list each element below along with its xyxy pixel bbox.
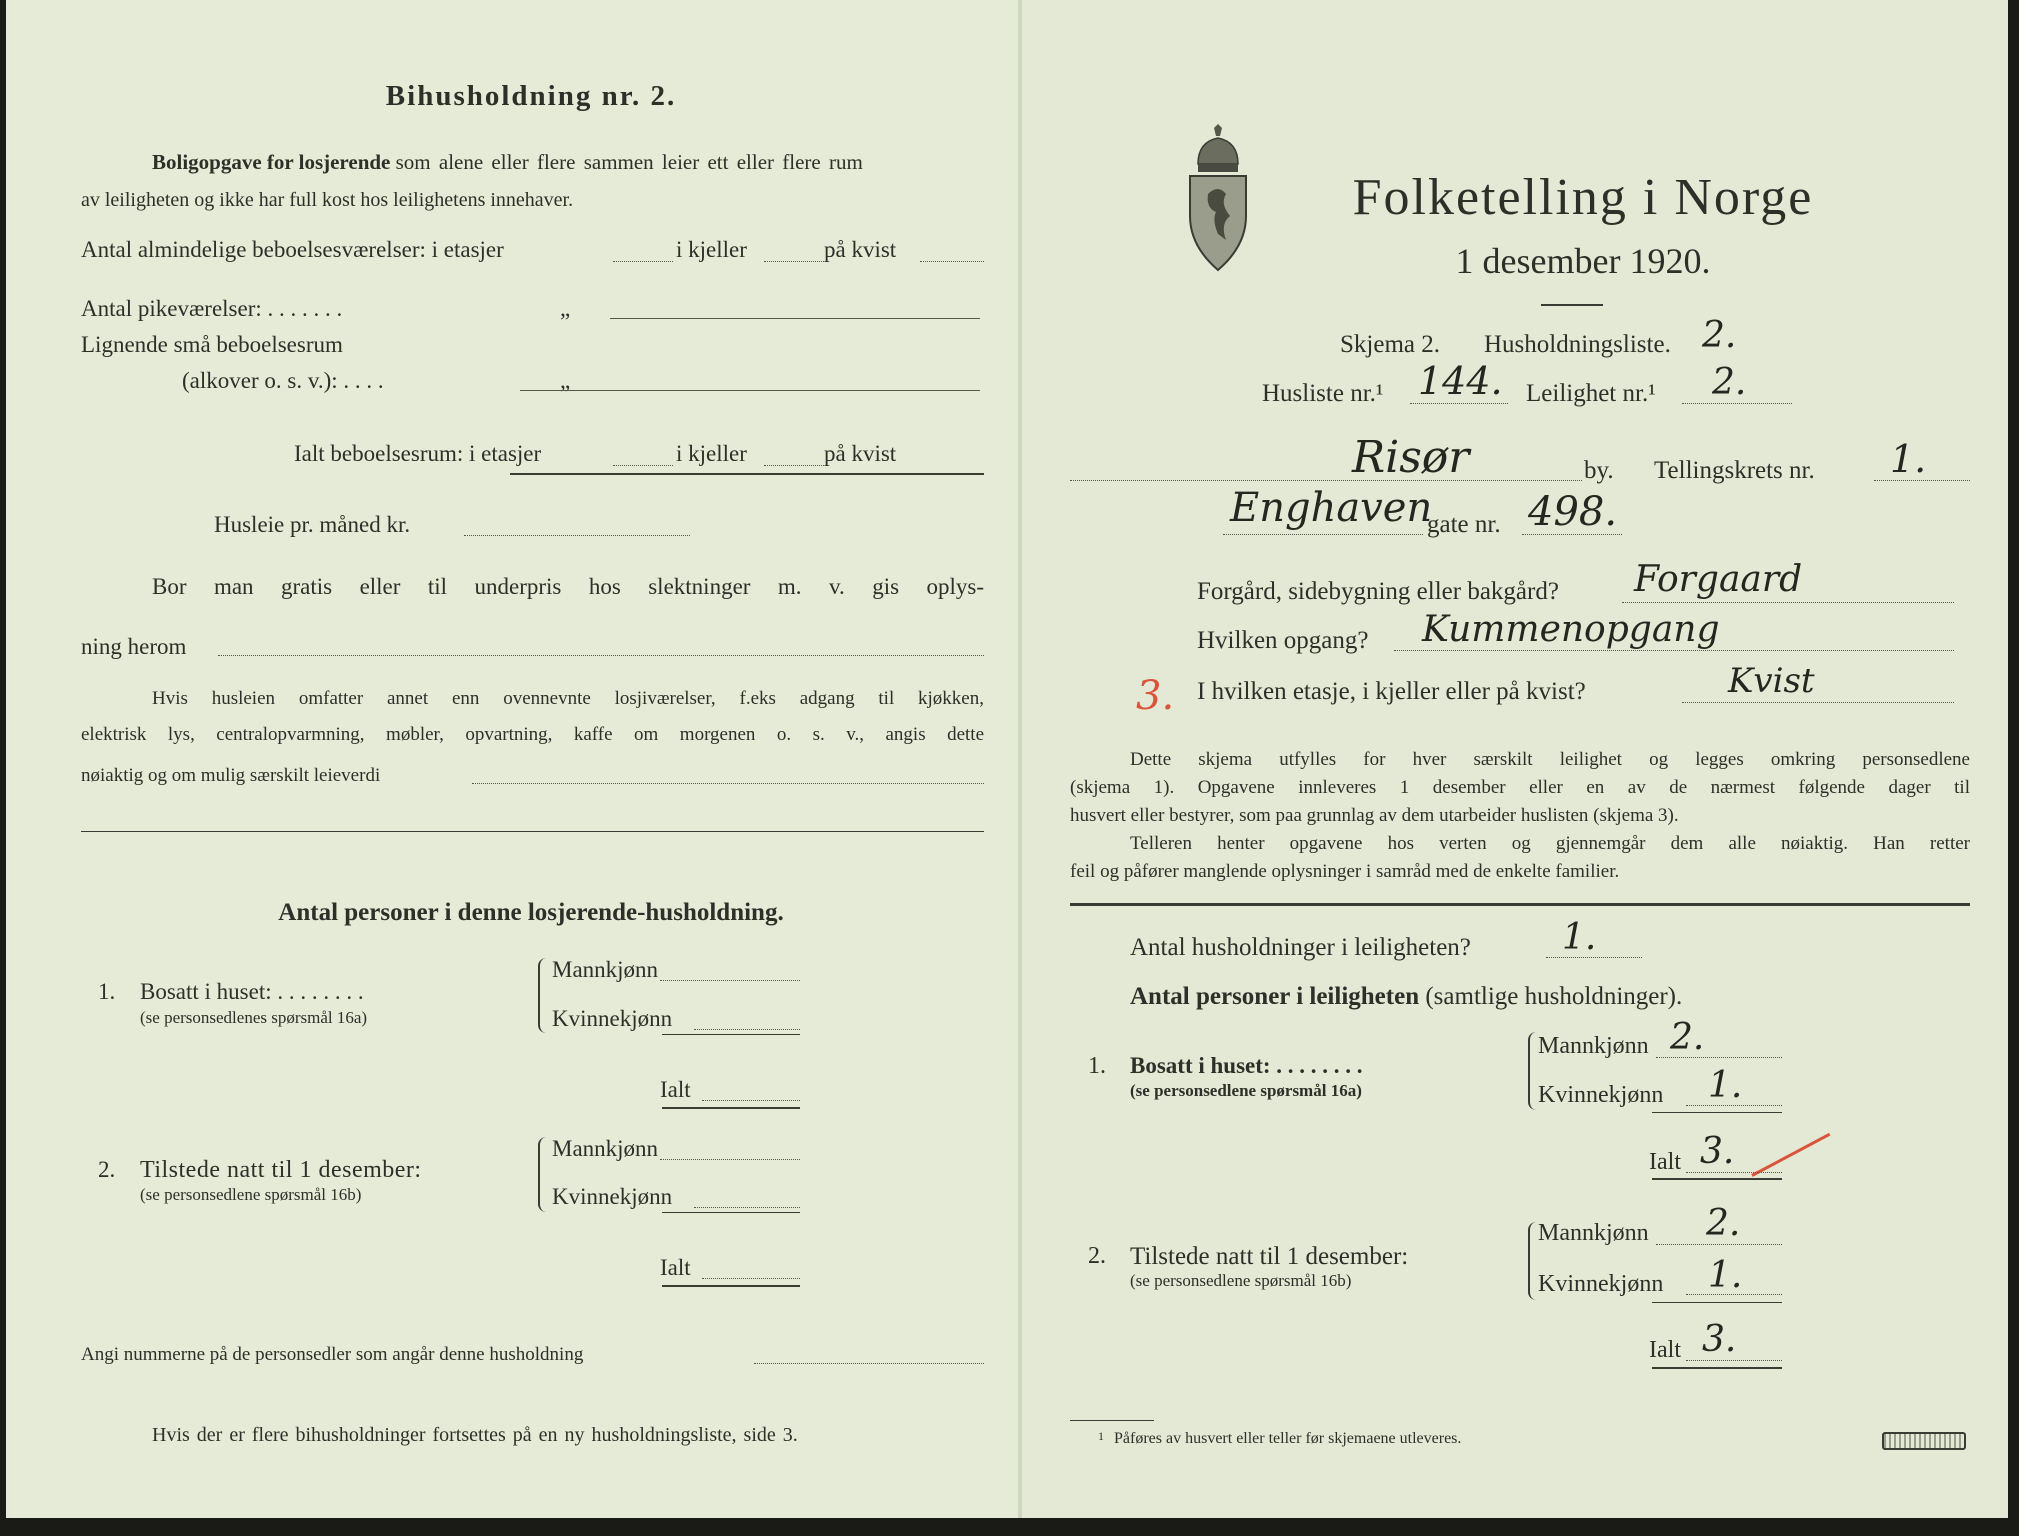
husliste-value[interactable]: 144. bbox=[1418, 359, 1503, 403]
alkover-ditto: „ bbox=[560, 368, 571, 393]
ialt-rooms-label: Ialt beboelsesrum: i etasjer bbox=[294, 441, 542, 466]
leilighet-label: Leilighet nr.¹ bbox=[1526, 380, 1656, 407]
rooms-label: Antal almindelige beboelsesværelser: i etasjer bbox=[81, 237, 504, 262]
pike-ditto: „ bbox=[560, 296, 571, 321]
leilighet-field[interactable] bbox=[1682, 403, 1792, 404]
info-line-1: Dette skjema utfylles for hver særskilt leilighet og legges omkring personsedlene bbox=[1130, 749, 1970, 770]
info-line-5: feil og påfører manglende oplysninger i samråd med de enkelte familier. bbox=[1070, 861, 1620, 882]
hvis-line-2: elektrisk lys, centralopvarmning, møbler, opvartning, kaffe om morgenen o. s. v., angis dette bbox=[81, 724, 984, 745]
left-q1-kvinne-label: Kvinnekjønn bbox=[552, 1006, 673, 1031]
red-check-mark bbox=[1751, 1133, 1830, 1177]
left-q1-sub: (se personsedlenes spørsmål 16a) bbox=[140, 1008, 368, 1027]
by-label: by. bbox=[1584, 457, 1614, 484]
right-q2-mann-value[interactable]: 2. bbox=[1706, 1203, 1741, 1244]
left-page bbox=[12, 0, 1018, 1518]
left-q1-ialt-field[interactable] bbox=[702, 1100, 800, 1101]
tellingskrets-value[interactable]: 1. bbox=[1890, 437, 1927, 481]
rooms-kjeller-label: i kjeller bbox=[676, 237, 747, 262]
census-form-sheet bbox=[6, 0, 2002, 1518]
coat-of-arms-icon bbox=[1186, 124, 1250, 272]
title-rule bbox=[1541, 304, 1603, 306]
hvis-line-1: Hvis husleien omfatter annet enn ovennevnte losjiværelser, f.eks adgang til kjøkken, bbox=[152, 688, 984, 709]
left-q2-mann-label: Mannkjønn bbox=[552, 1136, 659, 1161]
left-q2-brace bbox=[538, 1137, 548, 1212]
persons-heading bbox=[1130, 984, 1682, 1009]
rooms-kjeller-field[interactable] bbox=[764, 261, 824, 262]
intro-line-2: av leiligheten og ikke har full kost hos leilighetens innehaver. bbox=[81, 189, 574, 211]
city-value[interactable]: Risør bbox=[1352, 432, 1470, 483]
left-q2-sum-rule bbox=[662, 1212, 800, 1213]
gate-value[interactable]: 498. bbox=[1528, 489, 1618, 535]
persons-heading-rest: (samtlige husholdninger). bbox=[1425, 983, 1683, 1010]
right-q1-kvinne-value[interactable]: 1. bbox=[1708, 1065, 1743, 1106]
right-q2-mann-label: Mannkjønn bbox=[1538, 1220, 1649, 1246]
pike-field[interactable] bbox=[610, 318, 980, 319]
left-q2-ialt-label: Ialt bbox=[660, 1255, 691, 1280]
forgard-field[interactable] bbox=[1622, 602, 1954, 603]
left-footer: Hvis der er flere bihusholdninger fortsettes på en ny husholdningsliste, side 3. bbox=[152, 1424, 798, 1446]
left-q1-mann-field[interactable] bbox=[660, 980, 800, 981]
right-q1-label: Bosatt i huset: . . . . . . . . bbox=[1130, 1053, 1363, 1078]
leilighet-value[interactable]: 2. bbox=[1712, 362, 1747, 403]
right-q1-sum-rule bbox=[1652, 1112, 1782, 1113]
printer-stamp-icon bbox=[1882, 1432, 1966, 1450]
skjema-label: Skjema 2. bbox=[1340, 331, 1440, 358]
husleie-field[interactable] bbox=[464, 535, 690, 536]
info-line-3: husvert eller bestyrer, som paa grunnlag av dem utarbeider huslisten (skjema 3). bbox=[1070, 805, 1679, 826]
alkover-field[interactable] bbox=[520, 390, 980, 391]
left-q2-kvinne-field[interactable] bbox=[694, 1207, 800, 1208]
husholdninger-value[interactable]: 1. bbox=[1562, 917, 1597, 958]
forgard-label: Forgård, sidebygning eller bakgård? bbox=[1197, 578, 1559, 605]
husholdningsliste-label: Husholdningsliste. bbox=[1484, 331, 1671, 358]
angi-label: Angi nummerne på de personsedler som angår denne husholdning bbox=[81, 1344, 584, 1365]
rooms-kvist-field[interactable] bbox=[920, 261, 984, 262]
info-line-2: (skjema 1). Opgavene innleveres 1 desember eller en av de nærmest følgende dager til bbox=[1070, 777, 1970, 798]
divider bbox=[81, 831, 984, 832]
bor-field[interactable] bbox=[218, 655, 984, 656]
ialt-etasjer-field[interactable] bbox=[613, 465, 673, 466]
left-q2-label: Tilstede natt til 1 desember: bbox=[140, 1157, 422, 1183]
left-q1-mann-label: Mannkjønn bbox=[552, 957, 659, 982]
etasje-label: I hvilken etasje, i kjeller eller på kvist? bbox=[1197, 678, 1586, 705]
bor-line-1: Bor man gratis eller til underpris hos slektninger m. v. gis oplys- bbox=[152, 574, 984, 599]
right-q2-ialt-field[interactable] bbox=[1686, 1360, 1782, 1361]
opgang-field[interactable] bbox=[1394, 650, 1954, 651]
street-field[interactable] bbox=[1223, 534, 1423, 535]
ialt-kjeller-field[interactable] bbox=[764, 465, 824, 466]
form-title: Folketelling i Norge bbox=[1352, 169, 1814, 226]
left-q1-ialt-label: Ialt bbox=[660, 1077, 691, 1102]
left-q2-num: 2. bbox=[98, 1157, 116, 1182]
forgard-value[interactable]: Forgaard bbox=[1634, 559, 1803, 600]
left-q1-brace bbox=[538, 958, 548, 1033]
angi-field[interactable] bbox=[754, 1363, 984, 1364]
right-q2-sum-rule bbox=[1652, 1302, 1782, 1303]
gate-label: gate nr. bbox=[1427, 511, 1501, 538]
right-q1-kvinne-label: Kvinnekjønn bbox=[1538, 1082, 1664, 1108]
right-q2-label: Tilstede natt til 1 desember: bbox=[1130, 1243, 1409, 1270]
rooms-etasjer-field[interactable] bbox=[613, 261, 673, 262]
right-q2-kvinne-value[interactable]: 1. bbox=[1708, 1255, 1743, 1296]
form-date: 1 desember 1920. bbox=[1455, 241, 1711, 281]
ialt-kvist-label: på kvist bbox=[824, 441, 897, 466]
left-q2-ialt-field[interactable] bbox=[702, 1278, 800, 1279]
left-q2-sub: (se personsedlene spørsmål 16b) bbox=[140, 1185, 362, 1204]
ialt-kjeller-label: i kjeller bbox=[676, 441, 747, 466]
hvis-line-3: nøiaktig og om mulig særskilt leieverdi bbox=[81, 765, 381, 786]
opgang-value[interactable]: Kummenopgang bbox=[1422, 609, 1720, 650]
left-q1-label: Bosatt i huset: . . . . . . . . bbox=[140, 979, 364, 1004]
city-field[interactable] bbox=[1070, 480, 1582, 481]
right-q1-sub: (se personsedlene spørsmål 16a) bbox=[1130, 1081, 1362, 1100]
tellingskrets-label: Tellingskrets nr. bbox=[1654, 457, 1815, 484]
husholdninger-label: Antal husholdninger i leiligheten? bbox=[1130, 934, 1471, 961]
etasje-value[interactable]: Kvist bbox=[1728, 661, 1815, 701]
lignende-label: Lignende små beboelsesrum bbox=[81, 332, 343, 357]
right-q2-num: 2. bbox=[1088, 1243, 1106, 1269]
left-q2-kvinne-label: Kvinnekjønn bbox=[552, 1184, 673, 1209]
right-q2-mann-field[interactable] bbox=[1656, 1244, 1782, 1245]
right-q1-mann-value[interactable]: 2. bbox=[1670, 1017, 1705, 1058]
left-q1-kvinne-field[interactable] bbox=[694, 1029, 800, 1030]
left-q1-ialt-rule bbox=[662, 1107, 800, 1109]
right-q1-ialt-value[interactable]: 3. bbox=[1700, 1131, 1735, 1172]
right-q2-ialt-value[interactable]: 3. bbox=[1702, 1319, 1737, 1360]
alkover-label: (alkover o. s. v.): . . . . bbox=[182, 368, 384, 393]
rooms-kvist-label: på kvist bbox=[824, 237, 897, 262]
husliste-field[interactable] bbox=[1410, 403, 1508, 404]
intro-rest: som alene eller flere sammen leier ett eller flere rum bbox=[395, 150, 863, 174]
info-line-4: Telleren henter opgavene hos verten og gjennemgår dem alle nøiaktig. Han retter bbox=[1130, 833, 1970, 854]
street-value[interactable]: Enghaven bbox=[1230, 485, 1433, 531]
intro-bold: Boligopgave for losjerende bbox=[152, 150, 391, 174]
etasje-field[interactable] bbox=[1682, 702, 1954, 703]
right-q2-sub: (se personsedlene spørsmål 16b) bbox=[1130, 1271, 1352, 1290]
right-q1-ialt-label: Ialt bbox=[1649, 1149, 1681, 1175]
right-q2-ialt-label: Ialt bbox=[1649, 1337, 1681, 1363]
left-q2-mann-field[interactable] bbox=[660, 1159, 800, 1160]
footnote-rule bbox=[1070, 1420, 1154, 1421]
bor-line-2: ning herom bbox=[81, 634, 187, 659]
right-q1-mann-label: Mannkjønn bbox=[1538, 1033, 1649, 1059]
left-title: Bihusholdning nr. 2. bbox=[385, 80, 677, 112]
right-q1-brace bbox=[1528, 1032, 1538, 1110]
right-q1-ialt-field[interactable] bbox=[1686, 1172, 1782, 1173]
right-q2-kvinne-label: Kvinnekjønn bbox=[1538, 1271, 1664, 1297]
right-q2-brace bbox=[1528, 1222, 1538, 1300]
leieverdi-field[interactable] bbox=[472, 783, 984, 784]
footnote-mark: 1 bbox=[1098, 1429, 1104, 1443]
right-q2-ialt-rule bbox=[1652, 1367, 1782, 1369]
persons-heading-bold: Antal personer i leiligheten bbox=[1130, 983, 1420, 1010]
footnote-text: Påføres av husvert eller teller før skjemaene utleveres. bbox=[1114, 1430, 1462, 1447]
left-persons-heading: Antal personer i denne losjerende-husholdning. bbox=[278, 899, 784, 926]
info-divider bbox=[1070, 903, 1970, 906]
intro-line-1 bbox=[152, 152, 984, 173]
pike-label: Antal pikeværelser: . . . . . . . bbox=[81, 296, 343, 321]
opgang-label: Hvilken opgang? bbox=[1197, 627, 1369, 654]
right-q1-ialt-rule bbox=[1652, 1178, 1782, 1180]
left-q1-num: 1. bbox=[98, 979, 116, 1004]
etasje-red-mark: 3. bbox=[1136, 673, 1175, 719]
husliste-label: Husliste nr.¹ bbox=[1262, 380, 1384, 407]
right-q1-num: 1. bbox=[1088, 1053, 1106, 1079]
left-q1-sum-rule bbox=[662, 1034, 800, 1035]
left-q2-ialt-rule bbox=[662, 1285, 800, 1287]
right-page bbox=[1022, 0, 2008, 1518]
husleie-label: Husleie pr. måned kr. bbox=[214, 512, 411, 537]
ialt-rule bbox=[510, 473, 984, 475]
husholdningsliste-value[interactable]: 2. bbox=[1702, 315, 1737, 356]
